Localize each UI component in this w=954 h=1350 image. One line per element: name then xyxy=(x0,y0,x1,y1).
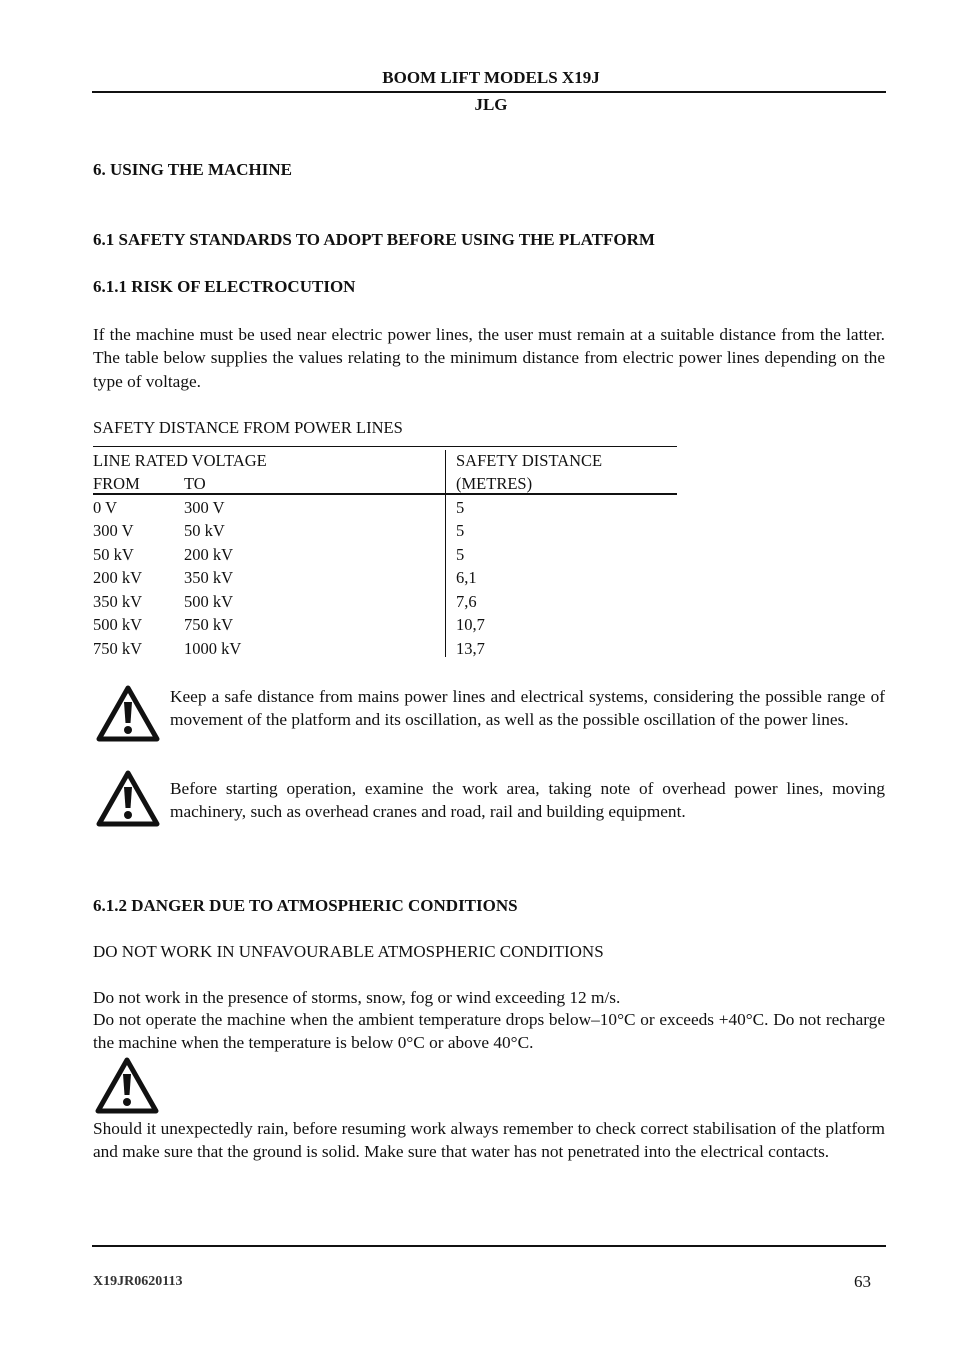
atmos-caps-line: DO NOT WORK IN UNFAVOURABLE ATMOSPHERIC CONDITIONS xyxy=(93,942,604,961)
atmos-heading: 6.1.2 DANGER DUE TO ATMOSPHERIC CONDITIONS xyxy=(93,896,518,915)
intro-paragraph: If the machine must be used near electric power lines, the user must remain at a suitable distance from the latter. The table below supplies the values relating to the minimum distance from electric power lines depending on the type of voltage. xyxy=(93,325,885,391)
subsection-heading: 6.1 SAFETY STANDARDS TO ADOPT BEFORE USING THE PLATFORM xyxy=(93,230,655,249)
cell-distance: 7,6 xyxy=(456,592,477,611)
cell-from: 750 kV xyxy=(93,639,143,658)
cell-from: 0 V xyxy=(93,498,117,517)
warning-triangle-icon xyxy=(96,685,160,743)
section-heading: 6. USING THE MACHINE xyxy=(93,160,292,179)
cell-to: 300 V xyxy=(184,498,225,517)
footer-rule xyxy=(92,1245,886,1247)
cell-to: 500 kV xyxy=(184,592,234,611)
cell-from: 200 kV xyxy=(93,568,143,587)
cell-to: 200 kV xyxy=(184,545,234,564)
cell-distance: 13,7 xyxy=(456,639,485,658)
cell-from: 50 kV xyxy=(93,545,134,564)
warning-text: Keep a safe distance from mains power lines and electrical systems, considering the possible range of movement of the platform and its oscillation, as well as the possible oscillation of the power lines. xyxy=(170,687,885,730)
cell-from: 300 V xyxy=(93,521,134,540)
cell-distance: 5 xyxy=(456,521,465,540)
risk-heading: 6.1.1 RISK OF ELECTROCUTION xyxy=(93,277,356,296)
cell-distance: 6,1 xyxy=(456,568,477,587)
warning-text: Before starting operation, examine the work area, taking note of overhead power lines, moving machinery, such as overhead cranes and road, rail and building equipment. xyxy=(170,779,885,822)
warning-triangle-icon xyxy=(95,1057,159,1115)
table-caption: SAFETY DISTANCE FROM POWER LINES xyxy=(93,418,403,437)
cell-to: 1000 kV xyxy=(184,639,242,658)
cell-from: 350 kV xyxy=(93,592,143,611)
atmos-line-2: Do not operate the machine when the ambient temperature drops below–10°C or exceeds +40°C. Do not recharge the machine when the temperature is below 0°C or above 40°C. xyxy=(93,1010,885,1053)
header-brand: JLG xyxy=(474,95,508,114)
page-number: 63 xyxy=(854,1272,871,1291)
cell-distance: 5 xyxy=(456,545,465,564)
table-column-divider xyxy=(445,450,446,657)
table-header-unit: (METRES) xyxy=(456,474,533,493)
rain-warning-text: Should it unexpectedly rain, before resuming work always remember to check correct stabilisation of the platform and make sure that the ground is solid. Make sure that water has not penetrated into the electrical contacts. xyxy=(93,1119,885,1162)
cell-distance: 10,7 xyxy=(456,615,485,634)
atmos-line-1: Do not work in the presence of storms, snow, fog or wind exceeding 12 m/s. xyxy=(93,988,621,1007)
table-top-rule xyxy=(93,446,677,447)
footer-doc-code: X19JR0620113 xyxy=(93,1274,183,1289)
cell-distance: 5 xyxy=(456,498,465,517)
cell-from: 500 kV xyxy=(93,615,143,634)
table-header-distance: SAFETY DISTANCE xyxy=(456,451,603,470)
header-rule xyxy=(92,91,886,93)
table-header-voltage: LINE RATED VOLTAGE xyxy=(93,451,267,470)
table-header-to: TO xyxy=(184,474,206,493)
cell-to: 350 kV xyxy=(184,568,234,587)
cell-to: 50 kV xyxy=(184,521,225,540)
table-header-rule xyxy=(93,493,677,495)
table-header-from: FROM xyxy=(93,474,140,493)
warning-triangle-icon xyxy=(96,770,160,828)
header-title: BOOM LIFT MODELS X19J xyxy=(382,68,600,87)
cell-to: 750 kV xyxy=(184,615,234,634)
